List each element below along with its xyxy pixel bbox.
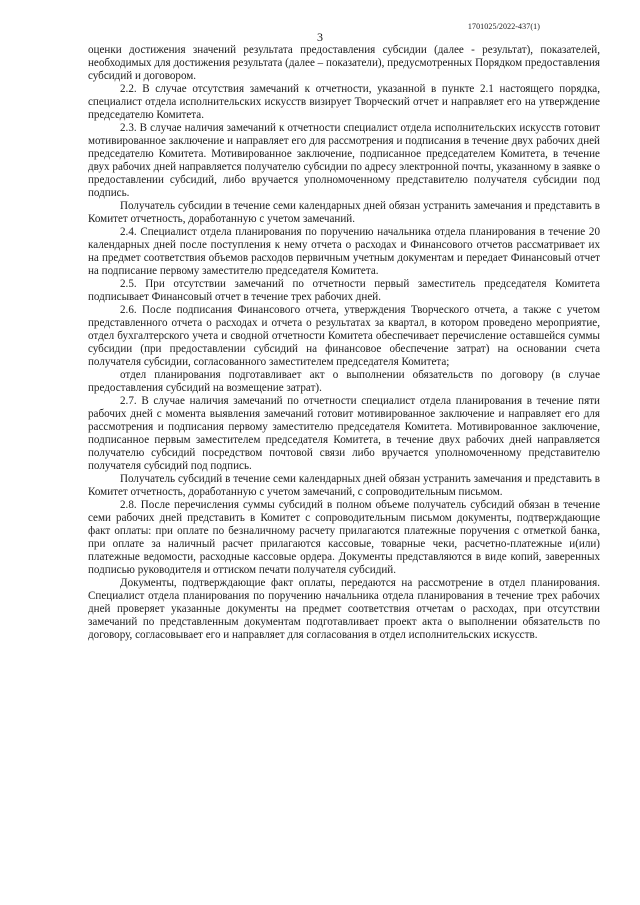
document-body xyxy=(88,44,600,642)
paragraph-2-3: 2.3. В случае наличия замечаний к отчетности специалист отдела исполнительских искусств готовит мотивированное заключение и направляет его для рассмотрения и подписания в течение двух рабочих дней председателю Комитета. Мотивированное заключение, подписанное председателем Комитета, в течение двух рабочих дней направляется получателю субсидии по адресу электронной почты, указанному в заявке о предоставлении субсидий, либо вручается уполномоченному представителю получателя субсидии под подпись. xyxy=(88,122,600,199)
paragraph-2-7: 2.7. В случае наличия замечаний по отчетности специалист отдела планирования в течение пяти рабочих дней с момента выявления замечаний готовит мотивированное заключение и направляет его для рассмотрения и подписания первому заместителю председателя Комитета. Мотивированное заключение, подписанное первым заместителем председателя Комитета, в течение двух рабочих дней направляется получателю субсидий посредством почтовой связи либо вручается уполномоченному представителю получателя субсидий под подпись. xyxy=(88,395,600,472)
paragraph-2-7-recipient: Получатель субсидий в течение семи календарных дней обязан устранить замечания и представить в Комитет отчетность, доработанную с учетом замечаний, с сопроводительным письмом. xyxy=(88,473,600,498)
document-code: 1701025/2022-437(1) xyxy=(467,22,540,31)
paragraph-2-8-documents: Документы, подтверждающие факт оплаты, передаются на рассмотрение в отдел планирования. Специалист отдела планирования по поручению начальника отдела планирования в течение трех рабочих дней проверяет указанные документы на предмет соответствия отчетам о расходах, при отсутствии замечаний по представленным документам подготавливает проект акта о выполнении обязательств по договору, согласовывает его и направляет для согласования в отдел исполнительских искусств. xyxy=(88,577,600,641)
paragraph-2-8: 2.8. После перечисления суммы субсидий в полном объеме получатель субсидий обязан в течение семи рабочих дней представить в Комитет с сопроводительным письмом документы, подтверждающие факт оплаты: при оплате по безналичному расчету прилагаются платежные поручения с отметкой банка, при оплате за наличный расчет прилагаются кассовые, товарные чеки, расчетно-платежные и(или) платежные ведомости, расходные кассовые ордера. Документы представляются в виде копий, заверенных подписью руководителя и оттиском печати получателя субсидий. xyxy=(88,499,600,576)
paragraph-2-2: 2.2. В случае отсутствия замечаний к отчетности, указанной в пункте 2.1 настоящего порядка, специалист отдела исполнительских искусств визирует Творческий отчет и направляет его на утверждение председателю Комитета. xyxy=(88,83,600,121)
paragraph-continuation: оценки достижения значений результата предоставления субсидии (далее - результат), показателей, необходимых для достижения результата (далее – показатели), предусмотренных Порядком предоставления субсидий и договором. xyxy=(88,44,600,82)
paragraph-2-5: 2.5. При отсутствии замечаний по отчетности первый заместитель председателя Комитета подписывает Финансовый отчет в течение трех рабочих дней. xyxy=(88,278,600,303)
paragraph-2-4: 2.4. Специалист отдела планирования по поручению начальника отдела планирования в течение 20 календарных дней после поступления к нему отчета о расходах и Финансового отчетов рассматривает их на предмет соответствия объемов расходов первичным учетным документам и передает Финансовый отчет на подписание первому заместителю председателя Комитета. xyxy=(88,226,600,277)
paragraph-2-6: 2.6. После подписания Финансового отчета, утверждения Творческого отчета, а также с учетом представленного отчета о расходах и отчета о результатах за квартал, в котором проведено мероприятие, отдел бухгалтерского учета и сводной отчетности Комитета обеспечивает перечисление оставшейся суммы субсидии (при предоставлении субсидий на финансовое обеспечение затрат) на основании счета получателя субсидии, согласованного заместителем председателя Комитета; xyxy=(88,304,600,368)
paragraph-2-3-recipient: Получатель субсидии в течение семи календарных дней обязан устранить замечания и представить в Комитет отчетность, доработанную с учетом замечаний. xyxy=(88,200,600,225)
page-number: 3 xyxy=(317,30,323,44)
paragraph-2-6-planning: отдел планирования подготавливает акт о выполнении обязательств по договору (в случае предоставления субсидий на возмещение затрат). xyxy=(88,369,600,394)
